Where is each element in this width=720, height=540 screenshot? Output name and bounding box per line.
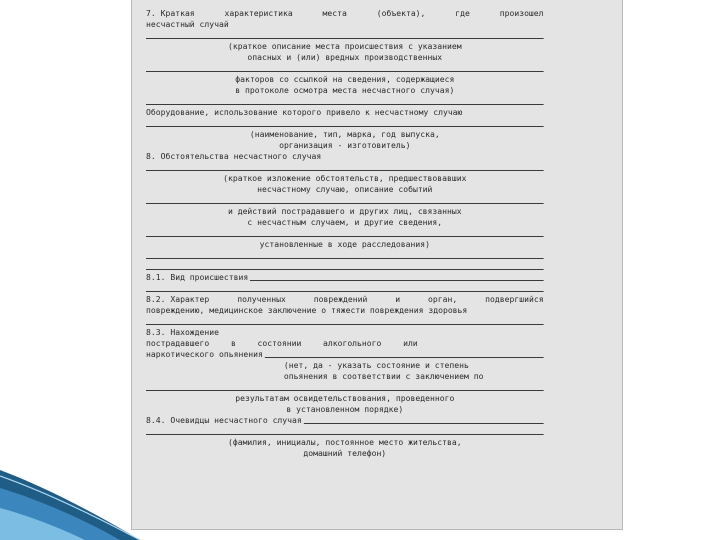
text-word: орган, xyxy=(428,294,458,304)
item8-3-heading-cont xyxy=(146,338,418,349)
text-word: произошел xyxy=(499,8,544,18)
item7-heading-cont: несчастный случай xyxy=(146,19,229,29)
field-hint: в протоколе осмотра места несчастного случая) xyxy=(235,85,455,95)
field-hint: и действий пострадавшего и других лиц, связанных xyxy=(227,206,462,216)
text-word: пострадавшего xyxy=(146,338,210,348)
field-hint: (наименование, тип, марка, год выпуска, xyxy=(249,129,440,139)
text-word: состоянии xyxy=(257,338,302,348)
blank-line[interactable] xyxy=(146,261,544,272)
blank-line[interactable] xyxy=(146,63,544,74)
text-word: места xyxy=(322,8,347,18)
blank-line[interactable] xyxy=(146,283,544,294)
text-word: подвергшийся xyxy=(485,294,544,304)
blank-line[interactable] xyxy=(146,382,544,393)
field-hint: опасных и (или) вредных производственных xyxy=(247,52,443,62)
field-hint: опьянения в соответствии с заключением по xyxy=(283,371,484,381)
text-word: алкогольного xyxy=(322,338,382,348)
text-word: повреждений xyxy=(313,294,368,304)
blank-line[interactable] xyxy=(146,228,544,239)
text-word: характеристика xyxy=(224,8,293,18)
field-hint: (нет, да - указать состояние и степень xyxy=(283,360,469,370)
blank-line[interactable] xyxy=(146,316,544,327)
document-content xyxy=(146,8,544,459)
item8-3-heading: 8.3. Нахождение xyxy=(146,327,220,337)
text-word: где xyxy=(455,8,470,18)
blank-line[interactable] xyxy=(146,30,544,41)
document-page xyxy=(131,0,623,530)
text-word: или xyxy=(403,338,418,348)
blank-line[interactable] xyxy=(146,162,544,173)
intoxication-input[interactable] xyxy=(265,349,544,358)
incident-type-field xyxy=(146,272,544,283)
item8-heading: 8. Обстоятельства несчастного случая xyxy=(146,151,322,161)
field-hint: (фамилия, инициалы, постоянное место жительства, xyxy=(227,437,462,447)
blank-line[interactable] xyxy=(146,195,544,206)
field-hint: (краткое изложение обстоятельств, предшествовавших xyxy=(223,173,467,183)
field-hint: несчастному случаю, описание событий xyxy=(257,184,433,194)
field-hint: в установленном порядке) xyxy=(286,404,404,414)
text-word: полученных xyxy=(237,294,286,304)
intoxication-label: наркотического опьянения xyxy=(146,349,263,359)
field-hint: с несчастным случаем, и другие сведения, xyxy=(247,217,443,227)
incident-type-label: 8.1. Вид происшествия xyxy=(146,272,249,282)
item8-2-heading xyxy=(146,294,544,305)
witnesses-input[interactable] xyxy=(304,415,544,424)
field-hint: организация - изготовитель) xyxy=(279,140,411,150)
blank-line[interactable] xyxy=(146,250,544,261)
witnesses-field xyxy=(146,415,544,426)
blank-line[interactable] xyxy=(146,118,544,129)
intoxication-field xyxy=(146,349,544,360)
equipment-label: Оборудование, использование которого привело к несчастному случаю xyxy=(146,107,463,117)
incident-type-input[interactable] xyxy=(250,272,543,281)
item8-2-heading-cont: повреждению, медицинское заключение о тяжести повреждения здоровья xyxy=(146,305,468,315)
text-word: и xyxy=(395,294,401,304)
text-word: 8.2. Характер xyxy=(146,294,210,304)
field-hint: установленные в ходе расследования) xyxy=(259,239,430,249)
field-hint: (краткое описание места происшествия с указанием xyxy=(227,41,462,51)
field-hint: факторов со ссылкой на сведения, содержащиеся xyxy=(235,74,455,84)
field-hint: результатам освидетельствования, проведенного xyxy=(235,393,455,403)
field-hint: домашний телефон) xyxy=(303,448,387,458)
decorative-swoosh xyxy=(0,430,140,540)
blank-line[interactable] xyxy=(146,96,544,107)
blank-line[interactable] xyxy=(146,426,544,437)
text-word: 7. Краткая xyxy=(146,8,195,18)
text-word: в xyxy=(230,338,236,348)
text-word: (объекта), xyxy=(376,8,426,18)
witnesses-label: 8.4. Очевидцы несчастного случая xyxy=(146,415,302,425)
item7-heading xyxy=(146,8,544,19)
